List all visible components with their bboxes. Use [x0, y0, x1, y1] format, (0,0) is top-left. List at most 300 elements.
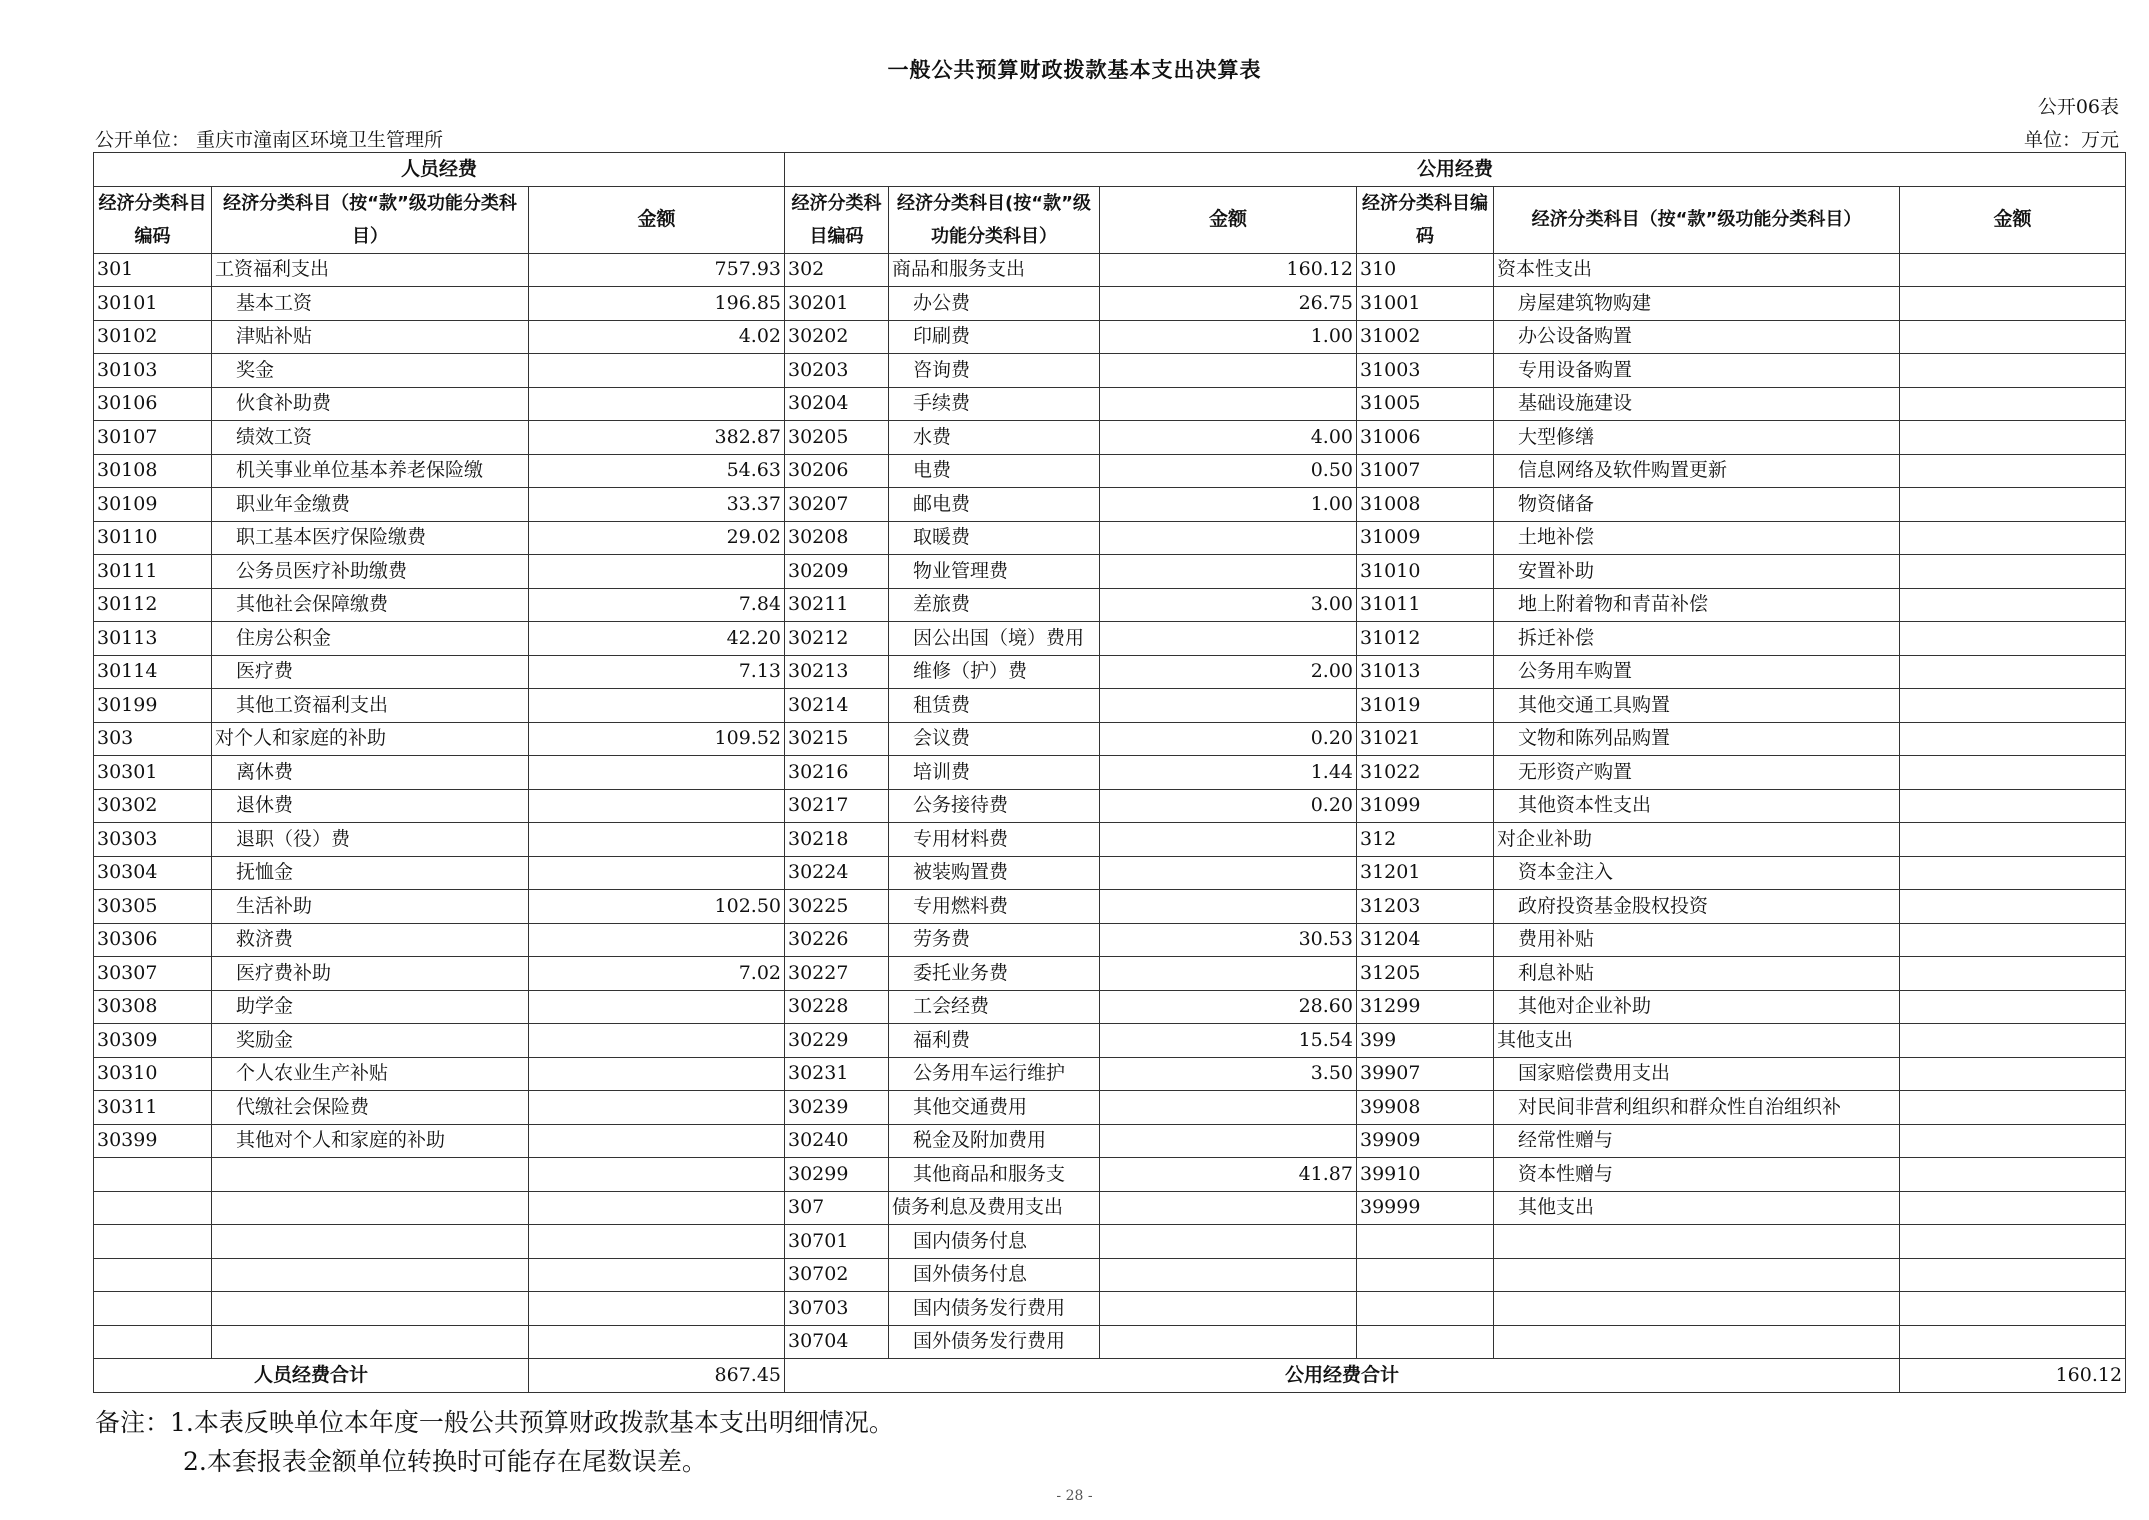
table-row — [94, 1057, 2126, 1091]
amount-cell — [1100, 387, 1357, 421]
amount-cell: 0.20 — [1100, 789, 1357, 823]
name-cell: 其他支出 — [1494, 1191, 1900, 1225]
name-header: 经济分类科目(按“款”级功能分类科目） — [889, 186, 1100, 253]
code-cell: 30225 — [785, 890, 889, 924]
table-row — [94, 1124, 2126, 1158]
name-cell: 国外债务付息 — [889, 1258, 1100, 1292]
code-cell: 30112 — [94, 588, 212, 622]
table-row — [94, 1091, 2126, 1125]
amount-cell — [1900, 823, 2126, 857]
name-cell: 国外债务发行费用 — [889, 1325, 1100, 1359]
code-cell — [94, 1191, 212, 1225]
amount-cell: 7.02 — [529, 957, 785, 991]
table-row — [94, 1191, 2126, 1225]
table-row — [94, 1225, 2126, 1259]
amount-cell — [1900, 421, 2126, 455]
name-cell: 其他商品和服务支 — [889, 1158, 1100, 1192]
amount-cell — [1900, 320, 2126, 354]
table-row — [94, 890, 2126, 924]
name-cell: 手续费 — [889, 387, 1100, 421]
amount-cell: 0.50 — [1100, 454, 1357, 488]
code-cell: 30215 — [785, 722, 889, 756]
amount-cell — [529, 789, 785, 823]
amount-cell — [529, 1225, 785, 1259]
code-cell: 31099 — [1357, 789, 1494, 823]
amount-cell: 42.20 — [529, 622, 785, 656]
code-cell: 31013 — [1357, 655, 1494, 689]
page-number: - 28 - — [1056, 1488, 1093, 1504]
name-cell: 委托业务费 — [889, 957, 1100, 991]
code-cell — [1357, 1325, 1494, 1359]
code-cell: 30304 — [94, 856, 212, 890]
amount-cell: 0.20 — [1100, 722, 1357, 756]
amount-cell — [1100, 1258, 1357, 1292]
name-cell: 对个人和家庭的补助 — [212, 722, 529, 756]
name-cell: 维修（护）费 — [889, 655, 1100, 689]
table-row — [94, 421, 2126, 455]
code-cell: 30217 — [785, 789, 889, 823]
amount-cell — [1900, 1225, 2126, 1259]
amount-cell — [1900, 1325, 2126, 1359]
name-cell: 税金及附加费用 — [889, 1124, 1100, 1158]
code-cell: 31205 — [1357, 957, 1494, 991]
name-cell: 差旅费 — [889, 588, 1100, 622]
amount-cell — [1900, 722, 2126, 756]
name-cell: 电费 — [889, 454, 1100, 488]
code-cell: 30213 — [785, 655, 889, 689]
name-cell — [1494, 1292, 1900, 1326]
code-cell: 30111 — [94, 555, 212, 589]
name-cell: 邮电费 — [889, 488, 1100, 522]
amount-cell — [1900, 555, 2126, 589]
code-cell: 30107 — [94, 421, 212, 455]
code-cell: 30305 — [94, 890, 212, 924]
amount-cell — [529, 756, 785, 790]
amount-cell — [529, 1158, 785, 1192]
name-cell: 公务用车运行维护 — [889, 1057, 1100, 1091]
name-cell: 办公费 — [889, 287, 1100, 321]
code-cell: 30310 — [94, 1057, 212, 1091]
code-cell: 30240 — [785, 1124, 889, 1158]
amount-cell — [1900, 1158, 2126, 1192]
amount-cell — [529, 1024, 785, 1058]
form-number: 公开06表 — [2037, 96, 2119, 118]
amount-cell — [1900, 622, 2126, 656]
code-cell: 30201 — [785, 287, 889, 321]
code-cell: 30239 — [785, 1091, 889, 1125]
code-cell: 30227 — [785, 957, 889, 991]
table-row — [94, 1024, 2126, 1058]
name-cell: 医疗费 — [212, 655, 529, 689]
code-cell — [1357, 1258, 1494, 1292]
name-cell: 职工基本医疗保险缴费 — [212, 521, 529, 555]
amount-cell — [1100, 622, 1357, 656]
name-cell: 水费 — [889, 421, 1100, 455]
code-cell: 31021 — [1357, 722, 1494, 756]
code-cell: 31204 — [1357, 923, 1494, 957]
amount-cell — [529, 1325, 785, 1359]
name-cell: 无形资产购置 — [1494, 756, 1900, 790]
name-header: 经济分类科目（按“款”级功能分类科目） — [1494, 186, 1900, 253]
page-title: 一般公共预算财政拨款基本支出决算表 — [887, 58, 1262, 82]
code-cell: 30203 — [785, 354, 889, 388]
public-total-value: 160.12 — [1900, 1359, 2126, 1393]
table-row — [94, 622, 2126, 656]
name-cell — [212, 1158, 529, 1192]
code-cell: 30703 — [785, 1292, 889, 1326]
reporting-unit: 公开单位： 重庆市潼南区环境卫生管理所 — [95, 129, 444, 151]
amount-header: 金额 — [529, 186, 785, 253]
name-cell: 公务接待费 — [889, 789, 1100, 823]
name-cell — [212, 1225, 529, 1259]
name-header: 经济分类科目（按“款”级功能分类科目） — [212, 186, 529, 253]
table-row — [94, 823, 2126, 857]
code-cell: 307 — [785, 1191, 889, 1225]
amount-cell — [529, 1057, 785, 1091]
personnel-total-label: 人员经费合计 — [94, 1359, 529, 1393]
name-cell: 费用补贴 — [1494, 923, 1900, 957]
name-cell: 文物和陈列品购置 — [1494, 722, 1900, 756]
public-total-label: 公用经费合计 — [785, 1359, 1900, 1393]
code-cell: 399 — [1357, 1024, 1494, 1058]
name-cell: 经常性赠与 — [1494, 1124, 1900, 1158]
code-cell — [94, 1292, 212, 1326]
code-cell: 31006 — [1357, 421, 1494, 455]
note-line-2: 2.本套报表金额单位转换时可能存在尾数误差。 — [183, 1447, 707, 1476]
note-line-1: 备注：1.本表反映单位本年度一般公共预算财政拨款基本支出明细情况。 — [95, 1408, 894, 1437]
table-row — [94, 1292, 2126, 1326]
amount-cell: 30.53 — [1100, 923, 1357, 957]
code-cell — [94, 1325, 212, 1359]
name-cell: 机关事业单位基本养老保险缴 — [212, 454, 529, 488]
code-cell: 31012 — [1357, 622, 1494, 656]
amount-cell: 3.50 — [1100, 1057, 1357, 1091]
name-cell: 大型修缮 — [1494, 421, 1900, 455]
name-cell — [1494, 1258, 1900, 1292]
name-cell: 培训费 — [889, 756, 1100, 790]
table-row — [94, 287, 2126, 321]
name-cell: 劳务费 — [889, 923, 1100, 957]
table-row — [94, 789, 2126, 823]
code-cell: 30108 — [94, 454, 212, 488]
amount-cell: 54.63 — [529, 454, 785, 488]
amount-header: 金额 — [1900, 186, 2126, 253]
code-cell: 312 — [1357, 823, 1494, 857]
name-cell: 其他支出 — [1494, 1024, 1900, 1058]
amount-cell — [529, 354, 785, 388]
code-cell: 30114 — [94, 655, 212, 689]
table-row — [94, 957, 2126, 991]
amount-cell — [529, 387, 785, 421]
name-cell: 伙食补助费 — [212, 387, 529, 421]
name-cell: 救济费 — [212, 923, 529, 957]
personnel-total-value: 867.45 — [529, 1359, 785, 1393]
code-cell: 39908 — [1357, 1091, 1494, 1125]
code-cell: 39999 — [1357, 1191, 1494, 1225]
amount-cell — [1900, 990, 2126, 1024]
amount-cell: 33.37 — [529, 488, 785, 522]
name-cell: 其他社会保障缴费 — [212, 588, 529, 622]
code-cell: 30205 — [785, 421, 889, 455]
amount-cell — [529, 1292, 785, 1326]
amount-cell — [1100, 856, 1357, 890]
table-row — [94, 555, 2126, 589]
table-row — [94, 488, 2126, 522]
amount-cell: 4.02 — [529, 320, 785, 354]
name-cell: 公务员医疗补助缴费 — [212, 555, 529, 589]
amount-cell: 29.02 — [529, 521, 785, 555]
name-cell: 政府投资基金股权投资 — [1494, 890, 1900, 924]
name-cell: 会议费 — [889, 722, 1100, 756]
table-row — [94, 1325, 2126, 1359]
amount-cell — [1900, 957, 2126, 991]
amount-cell — [1900, 1258, 2126, 1292]
name-cell: 专用材料费 — [889, 823, 1100, 857]
amount-cell — [1100, 354, 1357, 388]
name-cell: 职业年金缴费 — [212, 488, 529, 522]
table-row — [94, 756, 2126, 790]
name-cell: 奖励金 — [212, 1024, 529, 1058]
table-row — [94, 1158, 2126, 1192]
amount-header: 金额 — [1100, 186, 1357, 253]
code-cell: 310 — [1357, 253, 1494, 287]
code-cell: 30226 — [785, 923, 889, 957]
code-cell: 30231 — [785, 1057, 889, 1091]
amount-cell: 160.12 — [1100, 253, 1357, 287]
code-cell: 301 — [94, 253, 212, 287]
code-cell: 31203 — [1357, 890, 1494, 924]
code-cell: 31001 — [1357, 287, 1494, 321]
name-cell: 债务利息及费用支出 — [889, 1191, 1100, 1225]
amount-cell — [1100, 890, 1357, 924]
amount-cell: 28.60 — [1100, 990, 1357, 1024]
name-cell: 因公出国（境）费用 — [889, 622, 1100, 656]
code-cell: 30301 — [94, 756, 212, 790]
table-row — [94, 689, 2126, 723]
name-cell — [212, 1325, 529, 1359]
name-cell: 退休费 — [212, 789, 529, 823]
amount-cell — [1900, 1124, 2126, 1158]
code-cell: 30309 — [94, 1024, 212, 1058]
code-header: 经济分类科目编码 — [94, 186, 212, 253]
code-cell: 303 — [94, 722, 212, 756]
code-cell: 31002 — [1357, 320, 1494, 354]
amount-cell — [529, 689, 785, 723]
amount-cell — [1900, 655, 2126, 689]
code-cell: 30224 — [785, 856, 889, 890]
name-cell: 物业管理费 — [889, 555, 1100, 589]
name-cell: 工会经费 — [889, 990, 1100, 1024]
code-cell — [94, 1258, 212, 1292]
code-cell: 30303 — [94, 823, 212, 857]
amount-cell — [1100, 1225, 1357, 1259]
table-row — [94, 454, 2126, 488]
amount-cell — [1900, 689, 2126, 723]
name-cell: 物资储备 — [1494, 488, 1900, 522]
amount-cell — [1900, 521, 2126, 555]
code-cell: 31201 — [1357, 856, 1494, 890]
name-cell: 工资福利支出 — [212, 253, 529, 287]
amount-cell: 1.00 — [1100, 320, 1357, 354]
amount-cell — [1100, 555, 1357, 589]
name-cell: 基础设施建设 — [1494, 387, 1900, 421]
name-cell: 津贴补贴 — [212, 320, 529, 354]
amount-cell — [1900, 789, 2126, 823]
amount-cell — [529, 1091, 785, 1125]
name-cell: 对企业补助 — [1494, 823, 1900, 857]
code-cell — [94, 1158, 212, 1192]
amount-cell: 15.54 — [1100, 1024, 1357, 1058]
name-cell — [212, 1292, 529, 1326]
code-cell: 31007 — [1357, 454, 1494, 488]
table-row — [94, 990, 2126, 1024]
code-cell: 30311 — [94, 1091, 212, 1125]
amount-cell: 41.87 — [1100, 1158, 1357, 1192]
amount-cell: 196.85 — [529, 287, 785, 321]
name-cell: 抚恤金 — [212, 856, 529, 890]
name-cell: 住房公积金 — [212, 622, 529, 656]
code-header: 经济分类科目编码 — [1357, 186, 1494, 253]
name-cell: 医疗费补助 — [212, 957, 529, 991]
name-cell: 个人农业生产补贴 — [212, 1057, 529, 1091]
code-cell: 30302 — [94, 789, 212, 823]
amount-cell — [1900, 923, 2126, 957]
code-cell: 30211 — [785, 588, 889, 622]
name-cell: 资本性支出 — [1494, 253, 1900, 287]
code-cell: 30106 — [94, 387, 212, 421]
name-cell: 奖金 — [212, 354, 529, 388]
name-cell — [212, 1258, 529, 1292]
code-cell: 31299 — [1357, 990, 1494, 1024]
code-cell: 31010 — [1357, 555, 1494, 589]
code-cell: 31011 — [1357, 588, 1494, 622]
code-cell: 39910 — [1357, 1158, 1494, 1192]
code-cell: 30399 — [94, 1124, 212, 1158]
amount-cell — [1900, 354, 2126, 388]
name-cell: 代缴社会保险费 — [212, 1091, 529, 1125]
amount-cell: 102.50 — [529, 890, 785, 924]
code-header: 经济分类科目编码 — [785, 186, 889, 253]
table-row — [94, 253, 2126, 287]
amount-cell: 7.13 — [529, 655, 785, 689]
amount-cell — [529, 1191, 785, 1225]
code-cell: 30214 — [785, 689, 889, 723]
amount-cell: 757.93 — [529, 253, 785, 287]
table-row — [94, 588, 2126, 622]
code-cell: 31003 — [1357, 354, 1494, 388]
amount-cell — [529, 856, 785, 890]
table-row — [94, 1258, 2126, 1292]
code-cell: 30109 — [94, 488, 212, 522]
name-cell — [212, 1191, 529, 1225]
code-cell: 30218 — [785, 823, 889, 857]
code-cell: 30103 — [94, 354, 212, 388]
code-cell: 31019 — [1357, 689, 1494, 723]
code-cell: 30229 — [785, 1024, 889, 1058]
expenditure-table — [93, 152, 2126, 1393]
code-cell: 30228 — [785, 990, 889, 1024]
name-cell: 绩效工资 — [212, 421, 529, 455]
table-row — [94, 354, 2126, 388]
code-cell: 30204 — [785, 387, 889, 421]
name-cell: 助学金 — [212, 990, 529, 1024]
name-cell: 公务用车购置 — [1494, 655, 1900, 689]
currency-unit: 单位：万元 — [2023, 129, 2119, 151]
code-cell — [1357, 1292, 1494, 1326]
name-cell — [1494, 1225, 1900, 1259]
code-cell: 30209 — [785, 555, 889, 589]
name-cell: 房屋建筑物购建 — [1494, 287, 1900, 321]
code-cell: 30701 — [785, 1225, 889, 1259]
amount-cell — [1100, 1124, 1357, 1158]
name-cell: 其他对个人和家庭的补助 — [212, 1124, 529, 1158]
amount-cell — [1900, 1191, 2126, 1225]
amount-cell: 1.00 — [1100, 488, 1357, 522]
name-cell: 其他工资福利支出 — [212, 689, 529, 723]
code-cell — [1357, 1225, 1494, 1259]
amount-cell — [1100, 689, 1357, 723]
amount-cell — [1900, 454, 2126, 488]
table-row — [94, 655, 2126, 689]
code-cell: 30206 — [785, 454, 889, 488]
name-cell: 国内债务付息 — [889, 1225, 1100, 1259]
amount-cell: 382.87 — [529, 421, 785, 455]
amount-cell — [1900, 1057, 2126, 1091]
amount-cell — [1100, 1325, 1357, 1359]
name-cell: 资本金注入 — [1494, 856, 1900, 890]
amount-cell — [1100, 1091, 1357, 1125]
table-row — [94, 856, 2126, 890]
amount-cell — [1100, 1191, 1357, 1225]
amount-cell — [1900, 253, 2126, 287]
code-cell: 31008 — [1357, 488, 1494, 522]
name-cell: 其他交通费用 — [889, 1091, 1100, 1125]
name-cell: 印刷费 — [889, 320, 1100, 354]
table-row — [94, 387, 2126, 421]
name-cell: 国家赔偿费用支出 — [1494, 1057, 1900, 1091]
code-cell: 30308 — [94, 990, 212, 1024]
amount-cell — [1900, 1292, 2126, 1326]
code-cell: 30113 — [94, 622, 212, 656]
name-cell: 拆迁补偿 — [1494, 622, 1900, 656]
code-cell: 39907 — [1357, 1057, 1494, 1091]
code-cell: 302 — [785, 253, 889, 287]
amount-cell: 26.75 — [1100, 287, 1357, 321]
amount-cell — [529, 1124, 785, 1158]
name-cell: 信息网络及软件购置更新 — [1494, 454, 1900, 488]
amount-cell — [1900, 1024, 2126, 1058]
code-cell: 30202 — [785, 320, 889, 354]
amount-cell: 7.84 — [529, 588, 785, 622]
amount-cell: 3.00 — [1100, 588, 1357, 622]
amount-cell — [529, 990, 785, 1024]
amount-cell — [1900, 756, 2126, 790]
amount-cell — [1100, 1292, 1357, 1326]
code-cell: 31022 — [1357, 756, 1494, 790]
name-cell: 福利费 — [889, 1024, 1100, 1058]
code-cell: 31005 — [1357, 387, 1494, 421]
code-cell: 30212 — [785, 622, 889, 656]
amount-cell — [1100, 823, 1357, 857]
name-cell: 其他资本性支出 — [1494, 789, 1900, 823]
amount-cell: 109.52 — [529, 722, 785, 756]
name-cell: 资本性赠与 — [1494, 1158, 1900, 1192]
name-cell: 咨询费 — [889, 354, 1100, 388]
amount-cell — [529, 1258, 785, 1292]
code-cell: 30307 — [94, 957, 212, 991]
name-cell: 取暖费 — [889, 521, 1100, 555]
table-row — [94, 320, 2126, 354]
